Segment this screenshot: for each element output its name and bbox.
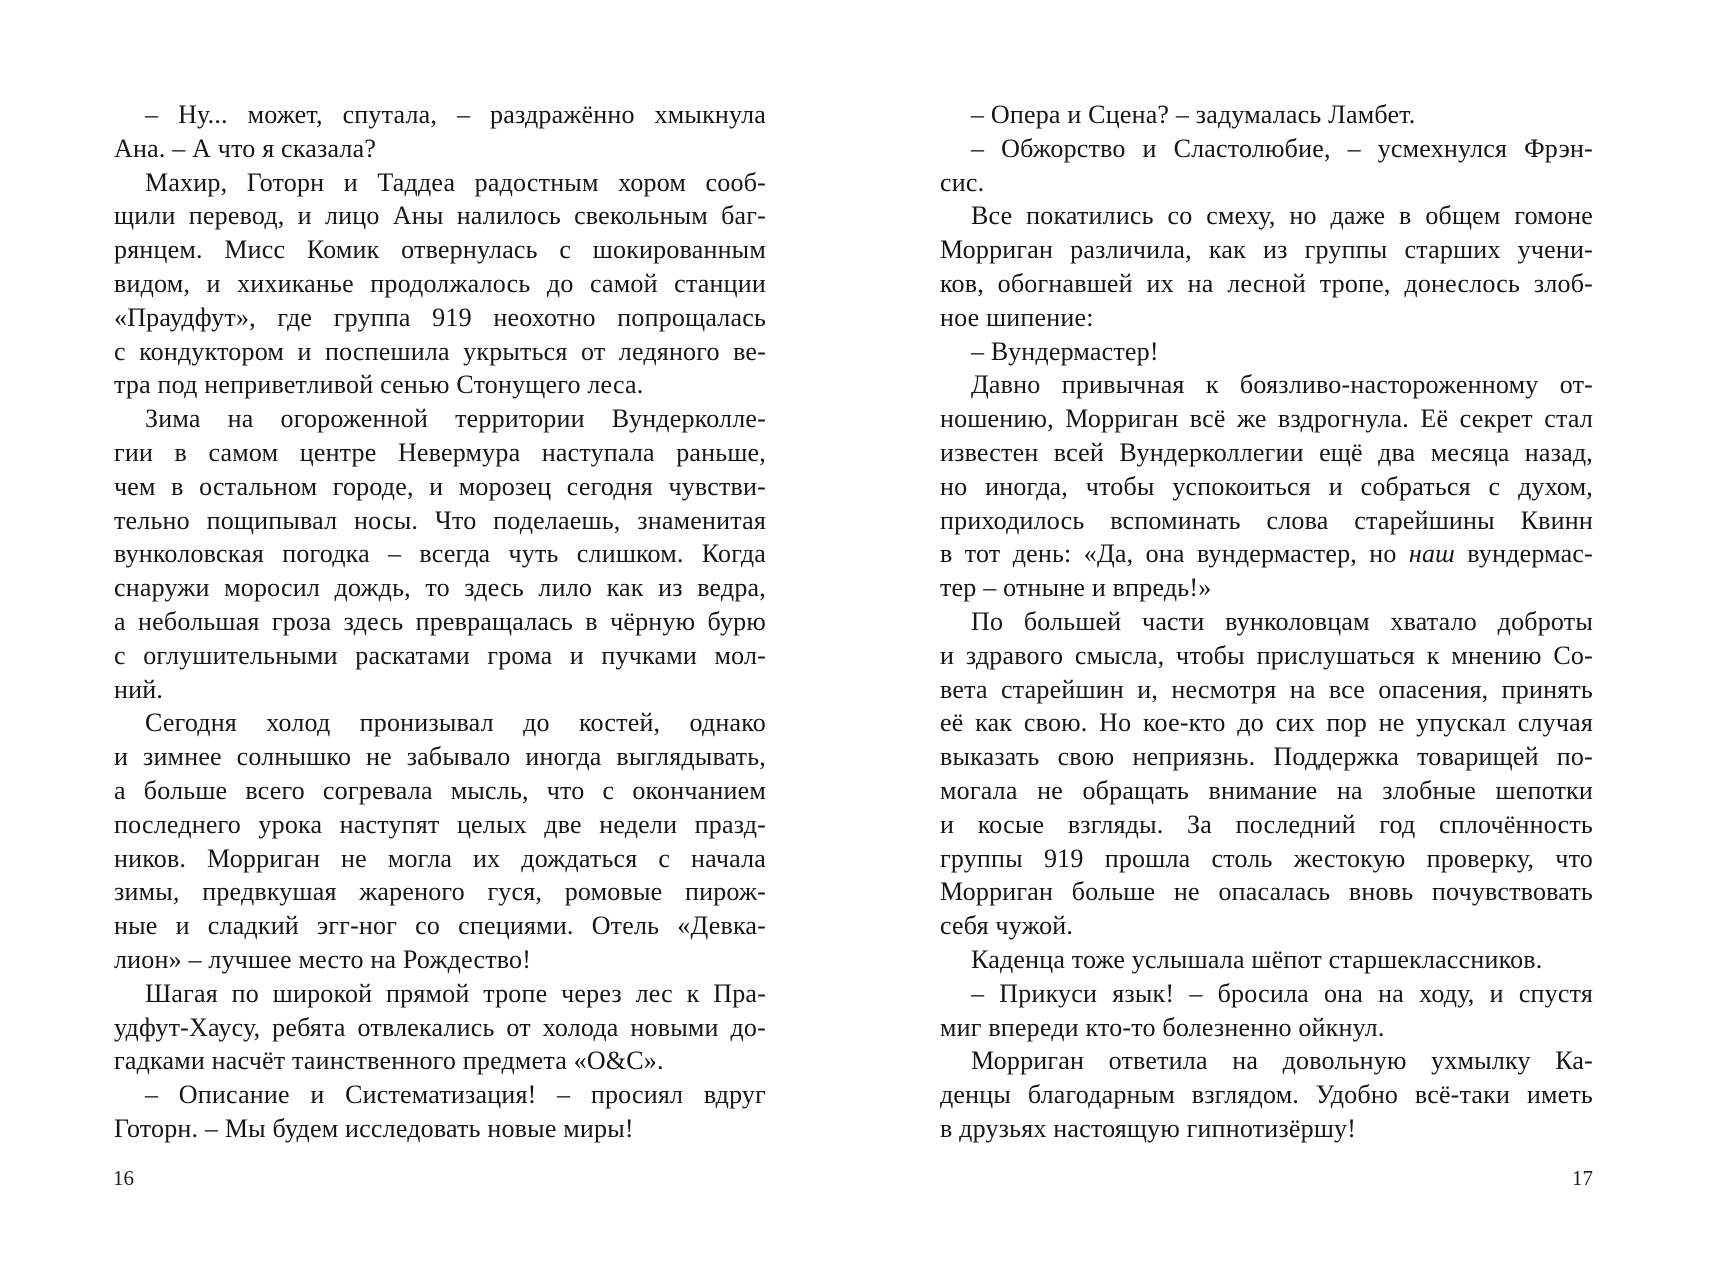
page-number-right: 17 [1572, 1166, 1593, 1190]
text-line: Все покатились со смеху, но даже в общем гомоне [971, 201, 1593, 231]
text-line: а больше всего согревала мысль, что с окончанием [114, 775, 766, 805]
page-17 [856, 0, 1713, 1270]
text-line: Каденца тоже услышала шёпот старшеклассников. [971, 944, 1543, 974]
text-line: в тот день: «Да, она вундермастер, но наш вундермас- [940, 539, 1593, 569]
text-line: тер – отныне и впредь!» [940, 573, 1212, 603]
text-line: гии в самом центре Невермура наступала раньше, [114, 437, 766, 467]
text-line: известен всей Вундерколлегии ещё два месяца назад, [940, 437, 1593, 467]
text-line: Морриган ответила на довольную ухмылку Ка- [971, 1046, 1593, 1076]
text-line: её как свою. Но кое-кто до сих пор не упускал случая [940, 708, 1593, 738]
text-line: тельно пощипывал носы. Что поделаешь, знаменитая [114, 505, 766, 535]
text-line: Шагая по широкой прямой тропе через лес к Пра- [145, 978, 766, 1008]
text-line: с оглушительными раскатами грома и пучками мол- [114, 640, 766, 670]
text-line: последнего урока наступят целых две недели празд- [114, 809, 766, 839]
text-line: себя чужой. [940, 911, 1074, 941]
text-line: щили перевод, и лицо Аны налилось свекольным баг- [114, 201, 766, 231]
text-line: вета старейшин и, несмотря на все опасения, принять [940, 674, 1593, 704]
text-line: гадками насчёт таинственного предмета «О&С». [114, 1046, 664, 1076]
text-line: выказать свою неприязнь. Поддержка товарищей по- [940, 742, 1593, 772]
text-line: зимы, предвкушая жареного гуся, ромовые пирож- [114, 877, 766, 907]
text-line: могала не обращать внимание на злобные шепотки [940, 775, 1593, 805]
text-line: «Праудфут», где группа 919 неохотно попрощалась [114, 302, 766, 332]
text-line: – Обжорство и Сластолюбие, – усмехнулся Фрэн- [971, 133, 1593, 163]
text-line: а небольшая гроза здесь превращалась в чёрную бурю [114, 606, 766, 636]
text-line: По большей части вунколовцам хватало доброты [971, 606, 1593, 636]
text-line: ные и сладкий эгг-ног со специями. Отель «Девка- [114, 911, 766, 941]
text-line: видом, и хихиканье продолжалось до самой станции [114, 268, 766, 298]
text-line: Морриган различила, как из группы старших учени- [940, 235, 1593, 265]
text-line: удфут-Хаусу, ребята отвлекались от холода новыми до- [114, 1012, 766, 1042]
text-line: но иногда, чтобы успокоиться и собраться с духом, [940, 471, 1593, 501]
text-line: чем в остальном городе, и морозец сегодня чувстви- [114, 471, 766, 501]
text-line: лион» – лучшее место на Рождество! [114, 944, 532, 974]
text-line: ношению, Морриган всё же вздрогнула. Её секрет стал [940, 404, 1593, 434]
text-line: миг впереди кто-то болезненно ойкнул. [940, 1012, 1385, 1042]
text-line: рянцем. Мисс Комик отвернулась с шокированным [114, 235, 766, 265]
text-line: Сегодня холод пронизывал до костей, однако [145, 708, 766, 738]
text-line: ников. Морриган не могла их дождаться с начала [114, 843, 766, 873]
text-line: и зимнее солнышко не забывало иногда выглядывать, [114, 742, 766, 772]
text-line: денцы благодарным взглядом. Удобно всё-таки иметь [940, 1080, 1593, 1110]
text-line: ное шипение: [940, 302, 1094, 332]
text-line: – Прикуси язык! – бросила она на ходу, и спустя [971, 978, 1593, 1008]
page-16 [0, 0, 856, 1270]
text-line: Давно привычная к боязливо-настороженному от- [971, 370, 1593, 400]
page-number-left: 16 [113, 1166, 134, 1190]
text-line: и здравого смысла, чтобы прислушаться к мнению Со- [940, 640, 1593, 670]
text-line: ков, обогнавшей их на лесной тропе, донеслось злоб- [940, 268, 1593, 298]
text-line: снаружи моросил дождь, то здесь лило как из ведра, [114, 573, 766, 603]
text-line: Махир, Готорн и Таддеа радостным хором сооб- [145, 167, 766, 197]
text-line: группы 919 прошла столь жестокую проверку, что [940, 843, 1593, 873]
text-line: Готорн. – Мы будем исследовать новые миры! [114, 1113, 634, 1143]
page-17-text [940, 98, 1593, 1146]
text-line: ний. [114, 674, 164, 704]
text-line: – Опера и Сцена? – задумалась Ламбет. [971, 100, 1416, 129]
text-line: с кондуктором и поспешила укрыться от ледяного ве- [114, 336, 766, 366]
text-line: Зима на огороженной территории Вундерколле- [145, 404, 766, 434]
text-line: тра под неприветливой сенью Стонущего леса. [114, 370, 644, 400]
text-line: в друзьях настоящую гипнотизёршу! [940, 1113, 1357, 1143]
text-line: – Ну... может, спутала, – раздражённо хмыкнула [145, 100, 766, 129]
text-line: приходилось вспоминать слова старейшины Квинн [940, 505, 1593, 535]
text-line: вунколовская погодка – всегда чуть слишком. Когда [114, 539, 766, 569]
page-16-text [114, 98, 766, 1146]
text-line: и косые взгляды. За последний год сплочённость [940, 809, 1593, 839]
text-line: Морриган больше не опасалась вновь почувствовать [940, 877, 1593, 907]
text-line: сис. [940, 167, 985, 197]
text-line: – Описание и Систематизация! – просиял вдруг [145, 1080, 766, 1110]
text-line: – Вундермастер! [971, 336, 1159, 366]
text-line: Ана. – А что я сказала? [114, 133, 377, 163]
